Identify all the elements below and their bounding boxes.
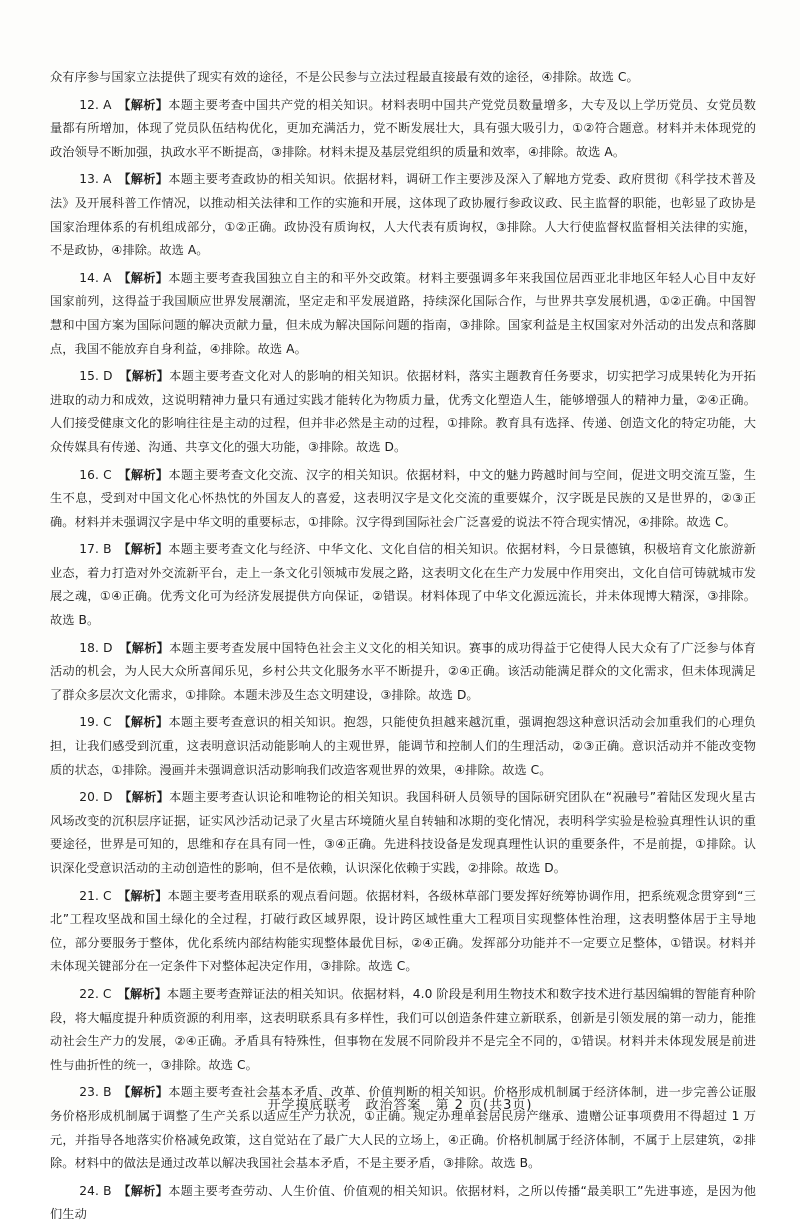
question-number: 21. C bbox=[79, 888, 112, 903]
question-number: 22. C bbox=[79, 986, 112, 1001]
analysis-text: 本题主要考查文化与经济、中华文化、文化自信的相关知识。依据材料，今日景德镇，积极培育文化旅游新业态，着力打造对外交流新平台，走上一条文化引领城市发展之路，这表明文化在生产力发展中作用突出，文化自信可铸就城市发展之魂，①④正确。优秀文化可为经济发展提供方向保证，②错误。材料体现了中华文化源远流长，并未体现博大精深，③排除。故选 B。 bbox=[50, 542, 756, 628]
answer-content bbox=[50, 66, 756, 1231]
analysis-tag: 【解析】 bbox=[123, 986, 167, 1001]
analysis-text: 本题主要考查文化对人的影响的相关知识。依据材料，落实主题教育任务要求，切实把学习成果转化为开拓进取的动力和成效，这说明精神力量只有通过实践才能转化为物质力量，优秀文化塑造人生，能够增强人的精神力量，②④正确。人们接受健康文化的影响往往是主动的过程，但并非必然是主动的过程，①排除。教育具有选择、传递、创造文化的特定功能，大众传媒具有传递、沟通、共享文化的强大功能，③排除。故选 D。 bbox=[50, 369, 756, 454]
answer-item-13 bbox=[50, 168, 756, 262]
answer-item-22 bbox=[50, 983, 756, 1077]
answer-item-14 bbox=[50, 267, 756, 361]
analysis-text: 本题主要考查认识论和唯物论的相关知识。我国科研人员领导的国际研究团队在“祝融号”着陆区发现火星古风场改变的沉积层序证据，证实风沙活动记录了火星古环境随火星自转轴和冰期的变化情况，表明科学实验是检验真理性认识的重要途径，世界是可知的，思维和存在具有同一性，③④正确。先进科技设备是发现真理性认识的重要条件，不是前提，①排除。认识深化受意识活动的主动创造性的影响，但不是依赖，认识深化依赖于实践，②排除。故选 D。 bbox=[50, 790, 756, 875]
question-number: 14. A bbox=[79, 270, 112, 285]
answer-item-21 bbox=[50, 885, 756, 979]
question-number: 18. D bbox=[79, 640, 113, 655]
analysis-tag: 【解析】 bbox=[125, 790, 170, 805]
analysis-tag: 【解析】 bbox=[124, 715, 169, 730]
question-number: 15. D bbox=[79, 369, 113, 384]
question-number: 20. D bbox=[79, 790, 113, 805]
intro-paragraph: 众有序参与国家立法提供了现实有效的途径，不是公民参与立法过程最直接最有效的途径，④排除。故选 C。 bbox=[50, 70, 639, 84]
page-footer: 开学摸底联考 政治答案 第 2 页(共3页) bbox=[267, 1098, 533, 1113]
answer-item-20 bbox=[50, 786, 756, 880]
question-number: 19. C bbox=[79, 715, 112, 730]
analysis-text: 本题主要考查政协的相关知识。依据材料，调研工作主要涉及深入了解地方党委、政府贯彻《科学技术普及法》及开展科普工作情况，以推动相关法律和工作的实施和开展，这体现了政协履行参政议政、民主监督的职能，也彰显了政协是国家治理体系的有机组成部分，①②正确。政协没有质询权，人大代表有质询权，③排除。人大行使监督权监督相关法律的实施，不是政协，④排除。故选 A。 bbox=[50, 172, 757, 258]
analysis-text: 本题主要考查中国共产党的相关知识。材料表明中国共产党党员数量增多，大专及以上学历党员、女党员数量都有所增加，体现了党员队伍结构优化，更加充满活力，党不断发展壮大，具有强大吸引力，①②符合题意。材料并未体现党的政治领导不断加强，执政水平不断提高，③排除。材料未提及基层党组织的质量和效率，④排除。故选 A。 bbox=[50, 97, 757, 159]
analysis-text: 本题主要考查社会基本矛盾、改革、价值判断的相关知识。价格形成机制属于经济体制，进一步完善公证服务价格形成机制属于调整了生产关系以适应生产力状况，①正确。规定办理单套居民房产继承、遗赠公证事项费用不得超过 1 万元，并指导各地落实价格减免政策，这自觉站在了最广大人民的立场上，④正确。价格机制属于经济体制，不属于上层建筑，②排除。材料中的做法是通过改革以解决我国社会基本矛盾，不是主要矛盾，③排除。故选 B。 bbox=[50, 1085, 756, 1171]
analysis-tag: 【解析】 bbox=[124, 1183, 169, 1198]
question-number: 12. A bbox=[79, 97, 112, 112]
analysis-tag: 【解析】 bbox=[124, 97, 169, 112]
analysis-tag: 【解析】 bbox=[125, 369, 170, 384]
answer-item-12 bbox=[50, 94, 756, 165]
analysis-tag: 【解析】 bbox=[124, 467, 169, 482]
analysis-text: 本题主要考查文化交流、汉字的相关知识。依据材料，中文的魅力跨越时间与空间，促进文明交流互鉴，生生不息，受到对中国文化心怀热忱的外国友人的喜爱，这表明汉字是文化交流的重要媒介，汉字既是民族的又是世界的，②③正确。材料并未强调汉字是中华文明的重要标志，①排除。汉字得到国际社会广泛喜爱的说法不符合现实情况，④排除。故选 C。 bbox=[50, 467, 756, 529]
analysis-text: 本题主要考查用联系的观点看问题。依据材料，各级林草部门要发挥好统筹协调作用，把系统观念贯穿到“三北”工程攻坚战和国土绿化的全过程，打破行政区域界限，设计跨区域性重大工程项目实现整体性治理，这表明整体居于主导地位，部分要服务于整体，优化系统内部结构能实现整体最优目标，②④正确。发挥部分功能并不一定要立足整体，①错误。材料并未体现关键部分在一定条件下对整体起决定作用，③排除。故选 C。 bbox=[50, 888, 756, 974]
analysis-tag: 【解析】 bbox=[124, 542, 169, 557]
analysis-text: 本题主要考查我国独立自主的和平外交政策。材料主要强调多年来我国位居西亚北非地区年轻人心目中友好国家前列，这得益于我国顺应世界发展潮流，坚定走和平发展道路，持续深化国际合作，与世界共享发展机遇，①②正确。中国智慧和中国方案为国际问题的解决贡献力量，但未成为解决国际问题的指南，③排除。国家利益是主权国家对外活动的出发点和落脚点，我国不能放弃自身利益，④排除。故选 A。 bbox=[50, 270, 757, 356]
analysis-tag: 【解析】 bbox=[124, 888, 168, 903]
answer-item-15 bbox=[50, 365, 756, 459]
analysis-tag: 【解析】 bbox=[125, 640, 170, 655]
analysis-text: 本题主要考查意识的相关知识。抱怨，只能使负担越来越沉重，强调抱怨这种意识活动会加重我们的心理负担，让我们感受到沉重，这表明意识活动能影响人的主观世界，能调节和控制人们的生理活动，②③正确。意识活动并不能改变物质的状态，①排除。漫画并未强调意识活动影响我们改造客观世界的效果，④排除。故选 C。 bbox=[50, 715, 756, 777]
question-number: 16. C bbox=[79, 467, 112, 482]
answer-item-19 bbox=[50, 711, 756, 782]
analysis-text: 本题主要考查辩证法的相关知识。依据材料，4.0 阶段是利用生物技术和数字技术进行基因编辑的智能育种阶段，将大幅度提升种质资源的利用率，这表明联系具有多样性，我们可以创造条件建立新联系，创新是引领发展的第一动力，能推动社会生产力的发展，②④正确。矛盾具有特殊性，但事物在发展不同阶段并不是完全不同的，①错误。材料并未体现发展是前进性与曲折性的统一，③排除。故选 C。 bbox=[50, 986, 756, 1072]
answer-item-16 bbox=[50, 464, 756, 535]
answer-item-18 bbox=[50, 637, 756, 708]
question-number: 13. A bbox=[79, 172, 112, 187]
question-number: 17. B bbox=[79, 542, 112, 557]
answer-item-17 bbox=[50, 538, 756, 632]
question-number: 24. B bbox=[79, 1183, 112, 1198]
answer-item-24 bbox=[50, 1180, 756, 1227]
analysis-text: 本题主要考查发展中国特色社会主义文化的相关知识。赛事的成功得益于它使得人民大众有了广泛参与体育活动的机会，为人民大众所喜闻乐见，乡村公共文化服务水平不断提升，②④正确。该活动能满足群众的文化需求，但未体现满足了群众多层次文化需求，①排除。本题未涉及生态文明建设，③排除。故选 D。 bbox=[50, 640, 756, 702]
question-number: 23. B bbox=[79, 1085, 112, 1100]
analysis-tag: 【解析】 bbox=[124, 270, 169, 285]
analysis-tag: 【解析】 bbox=[124, 1085, 169, 1100]
analysis-text: 本题主要考查劳动、人生价值、价值观的相关知识。依据材料，之所以传播“最美职工”先进事迹，是因为他们生动 bbox=[50, 1183, 756, 1222]
analysis-tag: 【解析】 bbox=[124, 172, 169, 187]
